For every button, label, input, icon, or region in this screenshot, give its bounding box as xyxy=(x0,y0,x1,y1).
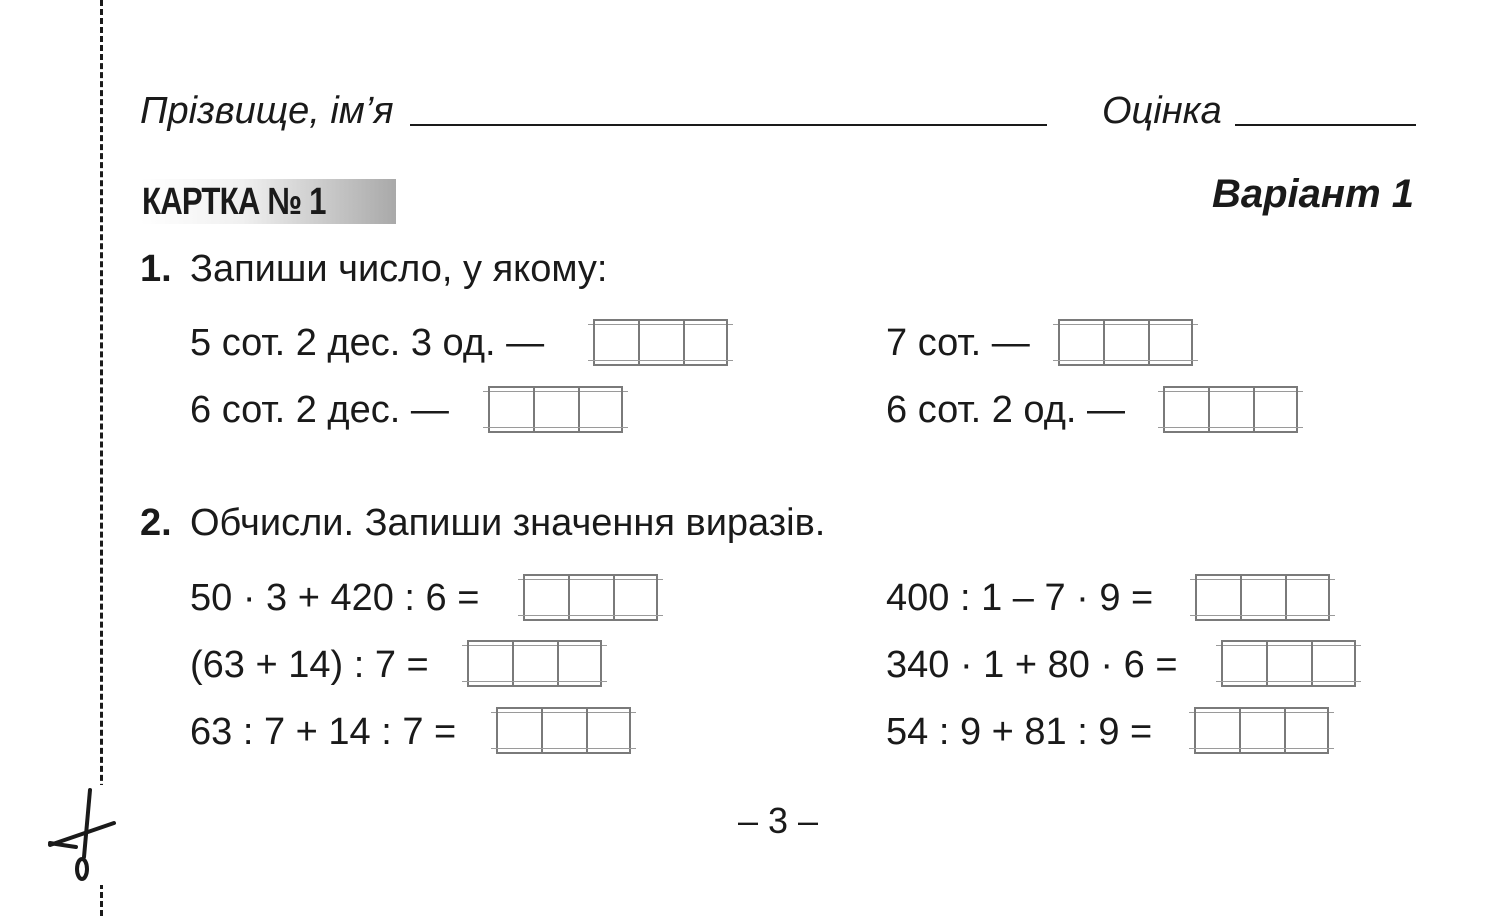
task1-item-3: 7 сот. — xyxy=(886,322,1030,364)
task2-text: Обчисли. Запиши значення виразів. xyxy=(190,502,826,544)
answer-boxes[interactable] xyxy=(1221,640,1356,687)
answer-boxes[interactable] xyxy=(496,707,631,754)
task2-item-1: 50 · 3 + 420 : 6 = xyxy=(190,577,480,619)
name-label: Прізвище, ім’я xyxy=(140,90,394,132)
task2-item-3: 63 : 7 + 14 : 7 = xyxy=(190,711,457,753)
answer-boxes[interactable] xyxy=(488,386,623,433)
task2-number: 2. xyxy=(140,502,172,544)
answer-boxes[interactable] xyxy=(1195,574,1330,621)
page-number: – 3 – xyxy=(737,800,819,841)
answer-boxes[interactable] xyxy=(593,319,728,366)
answer-boxes[interactable] xyxy=(1163,386,1298,433)
task1-item-2: 6 сот. 2 дес. — xyxy=(190,389,449,431)
task1-number: 1. xyxy=(140,248,172,290)
answer-boxes[interactable] xyxy=(1194,707,1329,754)
answer-boxes[interactable] xyxy=(1058,319,1193,366)
grade-field[interactable] xyxy=(1235,124,1416,126)
card-title: КАРТКА № 1 xyxy=(142,181,326,223)
task2-item-2: (63 + 14) : 7 = xyxy=(190,644,429,686)
task2-item-5: 340 · 1 + 80 · 6 = xyxy=(886,644,1178,686)
task2-item-6: 54 : 9 + 81 : 9 = xyxy=(886,711,1153,753)
answer-boxes[interactable] xyxy=(523,574,658,621)
variant-label: Варіант 1 xyxy=(1211,172,1414,216)
task1-item-4: 6 сот. 2 од. — xyxy=(886,389,1126,431)
name-field[interactable] xyxy=(410,124,1047,126)
grade-label: Оцінка xyxy=(1102,90,1222,132)
cut-line xyxy=(100,0,103,916)
task2-item-4: 400 : 1 – 7 · 9 = xyxy=(886,577,1154,619)
task1-item-1: 5 сот. 2 дес. 3 од. — xyxy=(190,322,545,364)
task1-text: Запиши число, у якому: xyxy=(190,248,608,290)
answer-boxes[interactable] xyxy=(467,640,602,687)
